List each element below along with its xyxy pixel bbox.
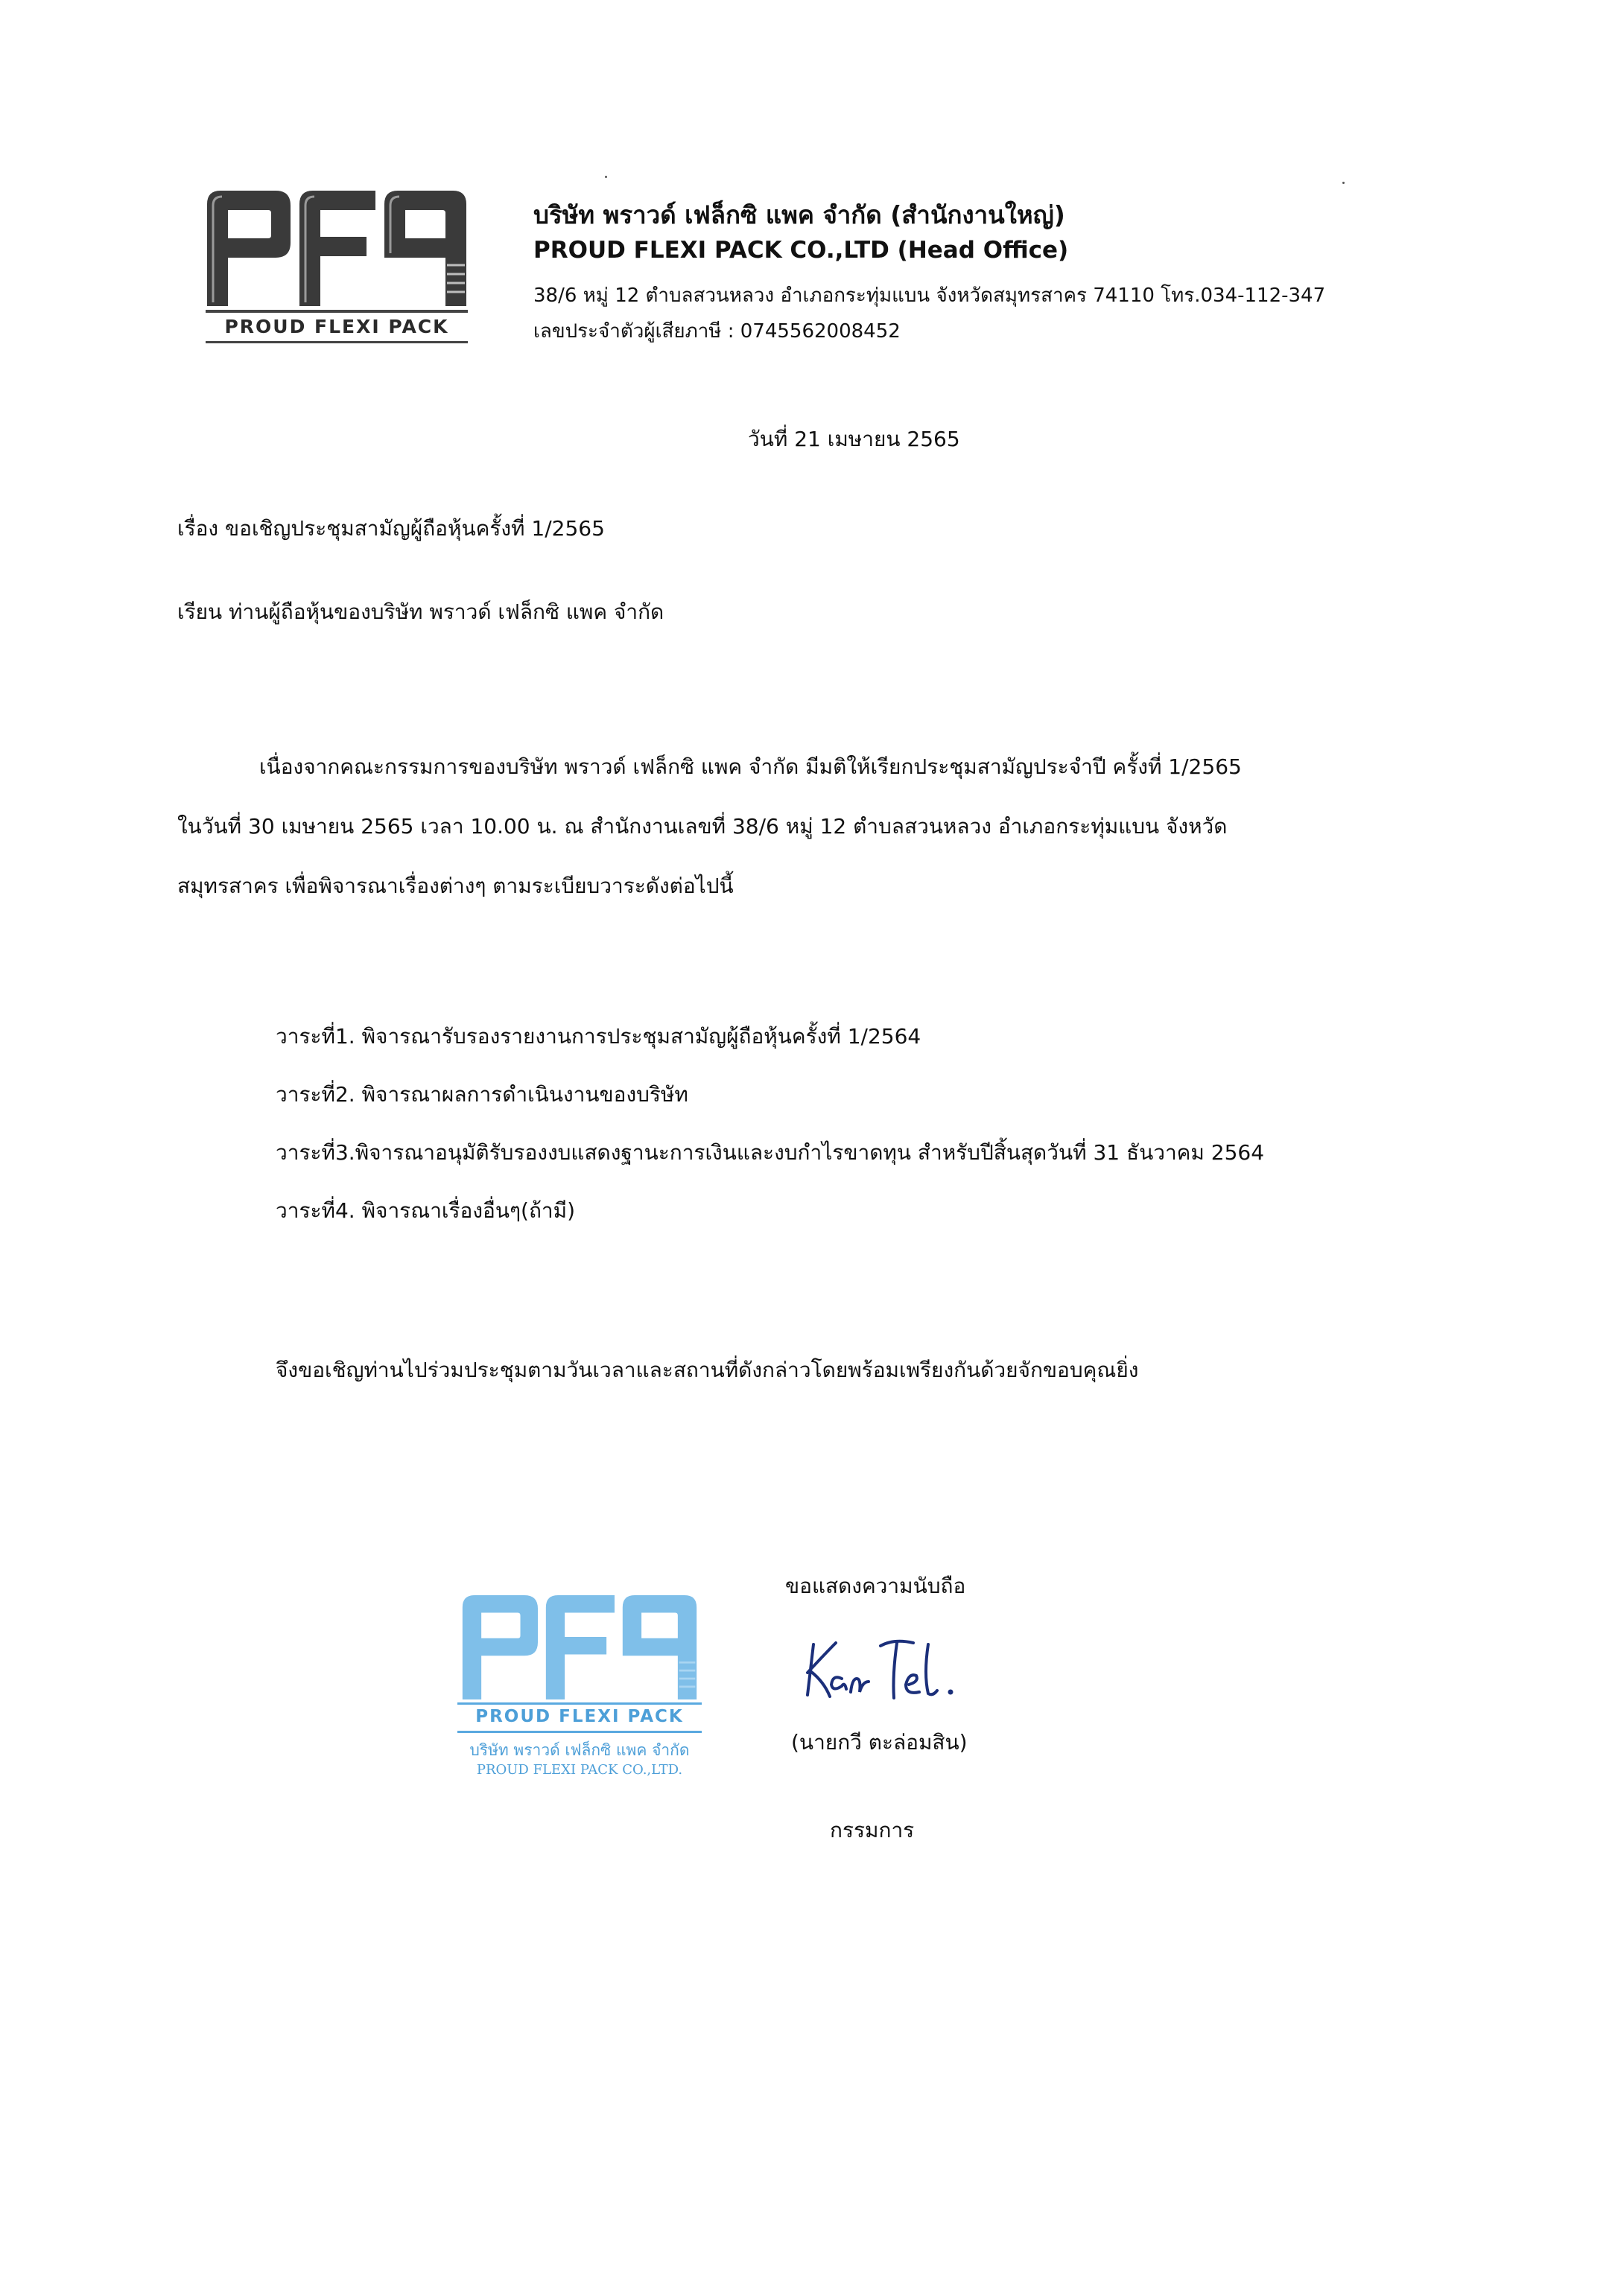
stamp-company-thai: บริษัท พราวด์ เฟล็กซิ แพค จำกัด (469, 1741, 690, 1759)
closing-sentence: จึงขอเชิญท่านไปร่วมประชุมตามวันเวลาและสถานที่ดังกล่าวโดยพร้อมเพรียงกันด้วยจักขอบคุณยิ่ง (276, 1358, 1139, 1382)
letter-subject: เรื่อง ขอเชิญประชุมสามัญผู้ถือหุ้นครั้งที่ 1/2565 (177, 516, 605, 541)
stamp-caption: PROUD FLEXI PACK (475, 1707, 684, 1726)
stamp-rule-top (457, 1702, 702, 1705)
agenda-item: วาระที่3.พิจารณาอนุมัติรับรองงบแสดงฐานะการเงินและงบกำไรขาดทุน สำหรับปีสิ้นสุดวันที่ 31 ธันวาคม 2564 (276, 1140, 1265, 1165)
company-stamp (453, 1592, 706, 1787)
pfp-logo-mark (207, 191, 466, 306)
stamp-logo-mark (459, 1595, 700, 1699)
agenda-item: วาระที่4. พิจารณาเรื่องอื่นๆ(ถ้ามี) (276, 1198, 575, 1223)
logo-rule-bottom (206, 341, 468, 343)
stamp-rule-bottom (457, 1731, 702, 1733)
letter-date: วันที่ 21 เมษายน 2565 (748, 427, 960, 451)
company-name-english: PROUD FLEXI PACK CO.,LTD (Head Office) (533, 237, 1069, 264)
company-name-thai: บริษัท พราวด์ เฟล็กซิ แพค จำกัด (สำนักงานใหญ่) (533, 200, 1065, 229)
logo-caption: PROUD FLEXI PACK (224, 316, 449, 337)
agenda-item: วาระที่2. พิจารณาผลการดำเนินงานของบริษัท (276, 1082, 688, 1107)
signer-name: (นายกวี ตะล่อมสิน) (791, 1730, 968, 1755)
company-address: 38/6 หมู่ 12 ตำบลสวนหลวง อำเภอกระทุ่มแบน จังหวัดสมุทรสาคร 74110 โทร.034-112-347 (533, 284, 1326, 307)
body-paragraph-line: สมุทรสาคร เพื่อพิจารณาเรื่องต่างๆ ตามระเบียบวาระดังต่อไปนี้ (177, 874, 734, 898)
body-paragraph-line: ในวันที่ 30 เมษายน 2565 เวลา 10.00 น. ณ สำนักงานเลขที่ 38/6 หมู่ 12 ตำบลสวนหลวง อำเภอกระทุ่มแบน จังหวัด (177, 814, 1228, 839)
letter-salutation: เรียน ท่านผู้ถือหุ้นของบริษัท พราวด์ เฟล็กซิ แพค จำกัด (177, 600, 664, 624)
company-logo (200, 185, 474, 349)
scan-speck (605, 176, 607, 178)
logo-rule-top (206, 310, 468, 313)
stamp-company-english: PROUD FLEXI PACK CO.,LTD. (476, 1762, 683, 1778)
signer-position: กรรมการ (830, 1818, 915, 1842)
body-paragraph-line: เนื่องจากคณะกรรมการของบริษัท พราวด์ เฟล็กซิ แพค จำกัด มีมติให้เรียกประชุมสามัญประจำปี ครั้งที่ 1/2565 (259, 754, 1242, 779)
closing-regards: ขอแสดงความนับถือ (785, 1574, 966, 1598)
agenda-item: วาระที่1. พิจารณารับรองรายงานการประชุมสามัญผู้ถือหุ้นครั้งที่ 1/2564 (276, 1024, 921, 1049)
company-tax-id: เลขประจำตัวผู้เสียภาษี : 0745562008452 (533, 320, 901, 343)
handwritten-signature (797, 1629, 976, 1711)
scan-speck (1342, 182, 1345, 184)
